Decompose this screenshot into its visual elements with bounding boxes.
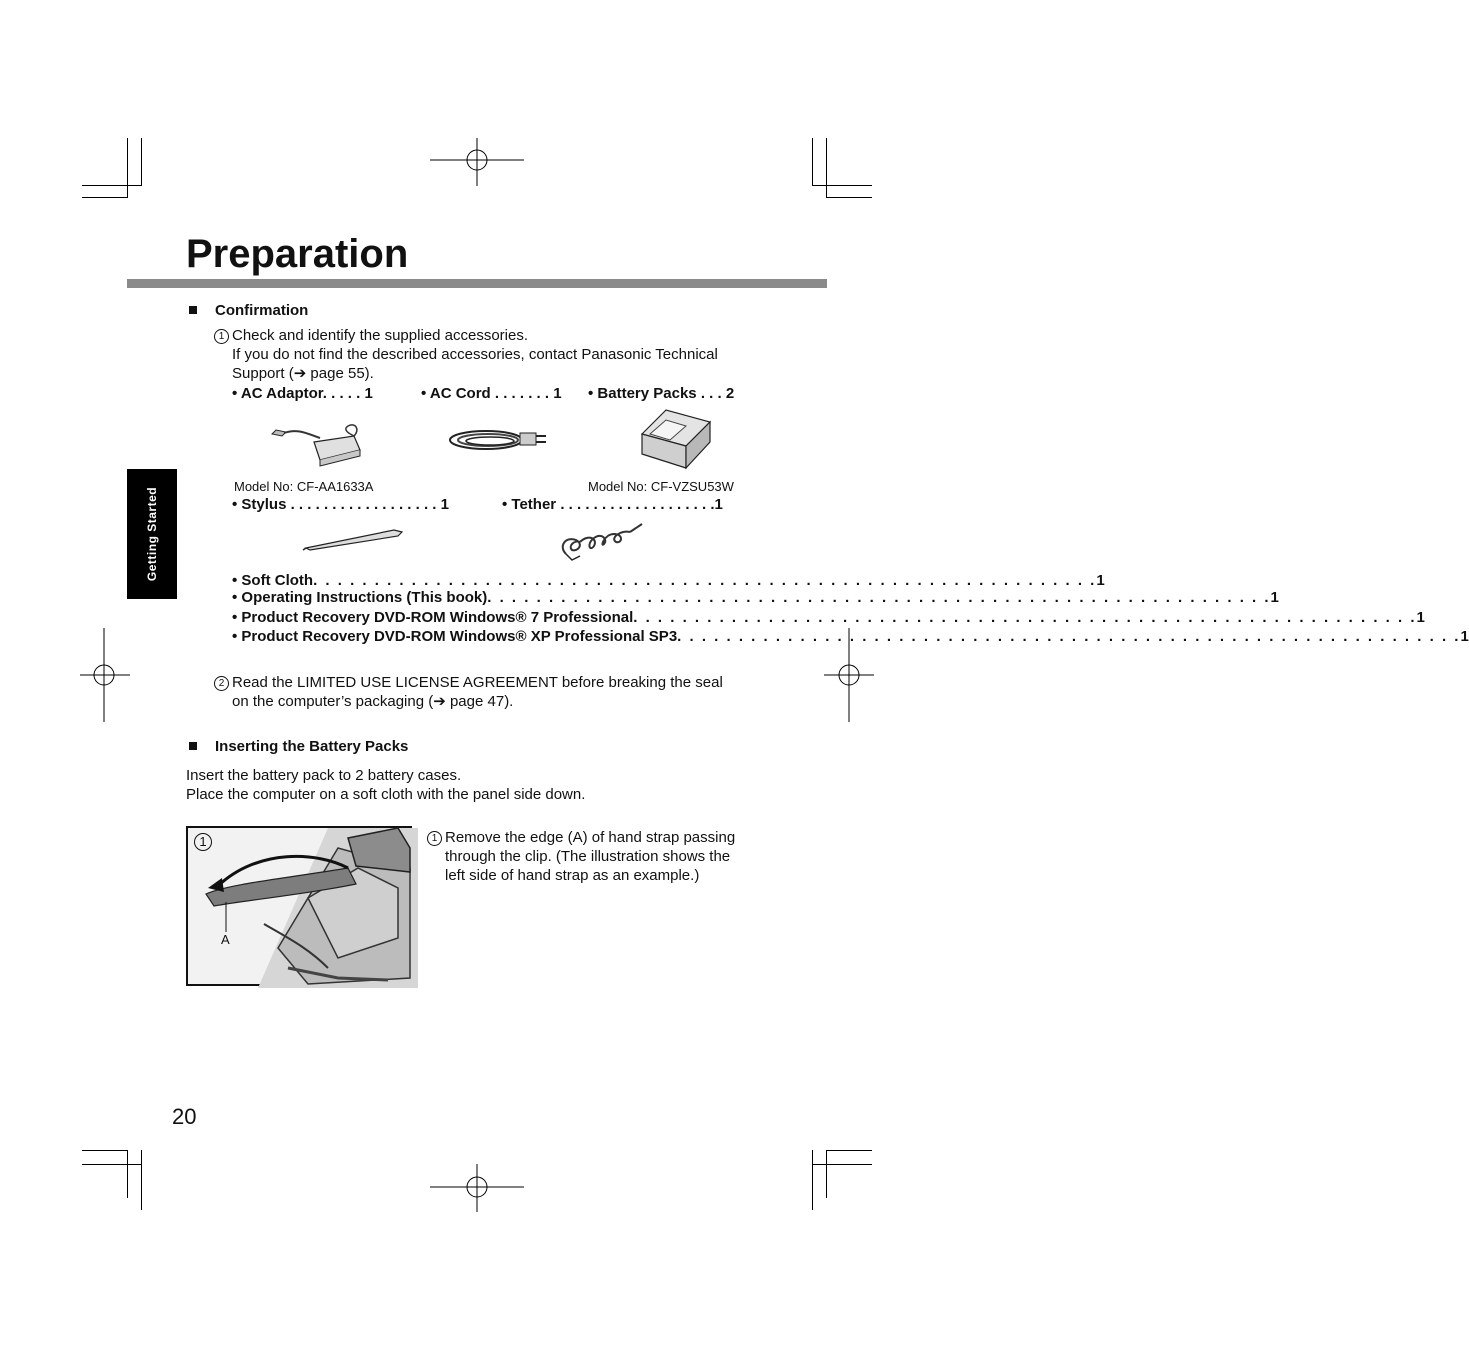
registration-mark-left <box>80 628 130 722</box>
item-ac-cord: • AC Cord . . . . . . . 1 <box>421 385 562 402</box>
item-battery-packs: • Battery Packs . . . 2 <box>588 385 735 402</box>
registration-mark-top <box>430 138 524 186</box>
confirmation-step2-line2: on the computer’s packaging (➔ page 47). <box>232 693 514 710</box>
model-battery: Model No: CF-VZSU53W <box>588 479 734 494</box>
circled-number: 1 <box>214 329 229 344</box>
registration-mark-bottom <box>430 1164 524 1212</box>
list-item: • Product Recovery DVD-ROM Windows® 7 Professional . . . . . . . . . . . . . . . . . . . . . . . . . . . . . . . . . . . . . . . . . . . . . . . . . . . . . . . . . . . . . . . . 1 <box>232 609 1425 626</box>
model-ac-adaptor: Model No: CF-AA1633A <box>234 479 374 494</box>
page-title: Preparation <box>186 232 409 276</box>
circled-number: 1 <box>427 831 442 846</box>
confirmation-heading-text: Confirmation <box>215 302 309 319</box>
battery-heading-text: Inserting the Battery Packs <box>215 738 409 755</box>
ac-cord-image <box>446 420 550 460</box>
computer-underside-image <box>188 828 410 984</box>
battery-pack-image <box>636 404 716 474</box>
tether-image <box>558 516 648 566</box>
hand-strap-illustration <box>186 826 412 986</box>
confirmation-heading <box>189 302 308 319</box>
page-number: 20 <box>172 1104 197 1129</box>
battery-instruction-line1: Insert the battery pack to 2 battery cases. <box>186 767 462 784</box>
list-item: • Operating Instructions (This book) . . . . . . . . . . . . . . . . . . . . . . . . . . . . . . . . . . . . . . . . . . . . . . . . . . . . . . . . . . . . . . . . 1 <box>232 589 1279 606</box>
confirmation-step1-line1: 1 Check and identify the supplied accessories. <box>214 326 528 345</box>
side-tab-label: Getting Started <box>145 486 159 582</box>
stylus-image <box>302 526 406 552</box>
item-stylus: • Stylus . . . . . . . . . . . . . . . . . . 1 <box>232 496 449 513</box>
battery-step1-line1: 1 Remove the edge (A) of hand strap passing <box>427 828 735 847</box>
circled-number: 2 <box>214 676 229 691</box>
battery-step1-line2: through the clip. (The illustration shows the <box>445 848 731 865</box>
figure-label-a: A <box>221 932 230 947</box>
battery-instruction-line2: Place the computer on a soft cloth with the panel side down. <box>186 786 586 803</box>
figure-step-number: 1 <box>194 833 212 851</box>
side-tab <box>127 469 177 599</box>
list-item: • Soft Cloth . . . . . . . . . . . . . . . . . . . . . . . . . . . . . . . . . . . . . . . . . . . . . . . . . . . . . . . . . . . . . . . . 1 <box>232 572 1105 589</box>
confirmation-step1-line3: Support (➔ page 55). <box>232 365 374 382</box>
item-tether: • Tether . . . . . . . . . . . . . . . . . . .1 <box>502 496 723 513</box>
square-bullet-icon <box>189 742 197 750</box>
item-ac-adaptor: • AC Adaptor. . . . . 1 <box>232 385 373 402</box>
confirmation-step1-line2: If you do not find the described accessories, contact Panasonic Technical <box>232 346 718 363</box>
list-item: • Product Recovery DVD-ROM Windows® XP Professional SP3 . . . . . . . . . . . . . . . . . . . . . . . . . . . . . . . . . . . . . . . . . . . . . . . . . . . . . . . . . . . . . . . . 1 <box>232 628 1469 645</box>
battery-heading <box>189 738 408 755</box>
square-bullet-icon <box>189 306 197 314</box>
confirmation-step2-line1: 2 Read the LIMITED USE LICENSE AGREEMENT before breaking the seal <box>214 673 723 692</box>
ac-adaptor-image <box>268 412 364 468</box>
battery-step1-line3: left side of hand strap as an example.) <box>445 867 700 884</box>
title-underline-bar <box>127 279 827 288</box>
